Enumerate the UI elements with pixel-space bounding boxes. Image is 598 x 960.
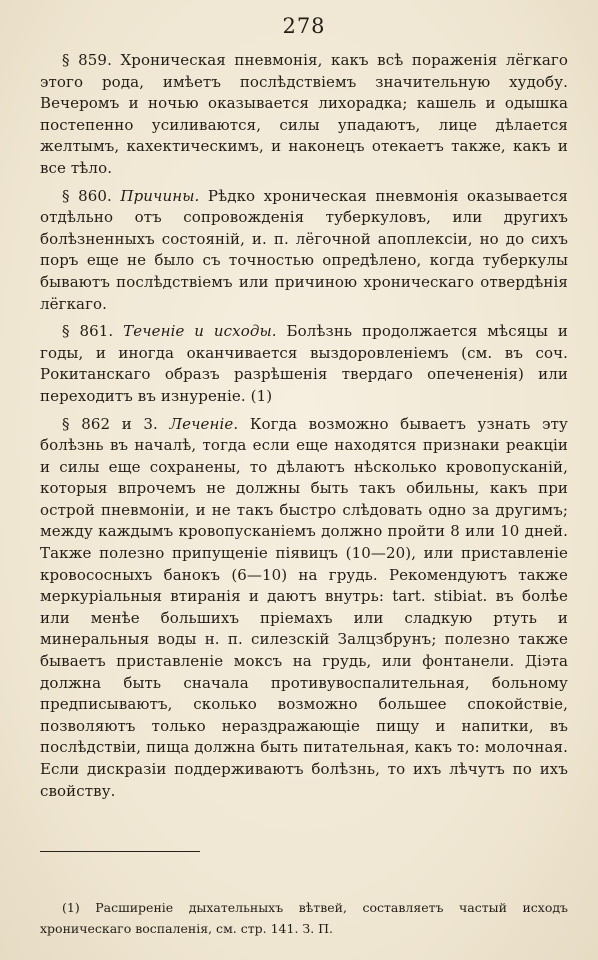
section-heading: Теченіе и исходы. (123, 322, 277, 341)
section-heading: Леченіе. (169, 414, 239, 433)
section-number: § 860. (62, 186, 112, 205)
footnote: (1) Расширеніе дыхательныхъ вѣтвей, составляетъ частый исходъ хроническаго воспаленія, см. стр. 141. З. П. (40, 899, 568, 936)
paragraph-861 (40, 321, 568, 407)
page-number: 278 (282, 14, 326, 38)
paragraph-text: Когда возможно бываетъ узнать эту болѣзнь въ началѣ, тогда если еще находятся признаки реакціи и силы еще сохранены, то дѣлаютъ нѣсколько кровопусканій, которыя впрочемъ не должны быть такъ обильны, какъ при острой пневмоніи, и не такъ быстро слѣдовать одно за другимъ; между каждымъ кровопусканіемъ должно пройти 8 или 10 дней. Также полезно припущеніе піявицъ (10—20), или приставленіе кровососныхъ банокъ (6—10) на грудь. Рекомендуютъ также меркуріальныя втиранія и даютъ внутрь: tart. stibiat. въ болѣе или менѣе большихъ пріемахъ или сладкую ртуть и минеральныя воды н. п. силезскій Залцзбрунъ; полезно также бываетъ приставленіе моксъ на грудь, или фонтанели. Діэта должна быть сначала противувоспалительная, больному предписываютъ, сколько возможно большее спокойствіе, позволяютъ только нераздражающіе пищу и напитки, въ послѣдствіи, пища должна быть питательная, какъ то: молочная. Если дискразіи поддерживаютъ болѣзнь, то ихъ лѣчутъ по ихъ свойству. (40, 414, 568, 800)
paragraph-859 (40, 50, 568, 180)
paragraph-text: Рѣдко хроническая пневмонія оказывается отдѣльно отъ сопровожденія туберкуловъ, или другихъ болѣзненныхъ состояній, и. п. лёгочной апоплексіи, но до сихъ поръ еще не было съ точностью опредѣлено, когда туберкулы бываютъ послѣдствіемъ или причиною хроническаго отвердѣнія лёгкаго. (40, 186, 568, 313)
footnote-divider (40, 851, 200, 852)
paragraph-862 (40, 414, 568, 803)
paragraph-text: Хроническая пневмонія, какъ всѣ пораженія лёгкаго этого рода, имѣетъ послѣдствіемъ значительную худобу. Вечеромъ и ночью оказывается лихорадка; кашель и одышка постепенно усиливаются, силы упадаютъ, лице дѣлается желтымъ, кахектическимъ, и наконецъ отекаетъ также, какъ и все тѣло. (40, 51, 568, 177)
section-number: § 862 и 3. (62, 414, 158, 433)
section-heading: Причины. (120, 186, 200, 205)
paragraph-860 (40, 186, 568, 316)
section-number: § 861. (62, 322, 114, 341)
paragraph-text: Болѣзнь продолжается мѣсяцы и годы, и иногда оканчивается выздоровленіемъ (см. въ соч. Рокитанскаго образъ разрѣшенія твердаго опечененія) или переходитъ въ изнуреніе. (1) (40, 322, 568, 405)
section-number: § 859. (62, 51, 112, 69)
